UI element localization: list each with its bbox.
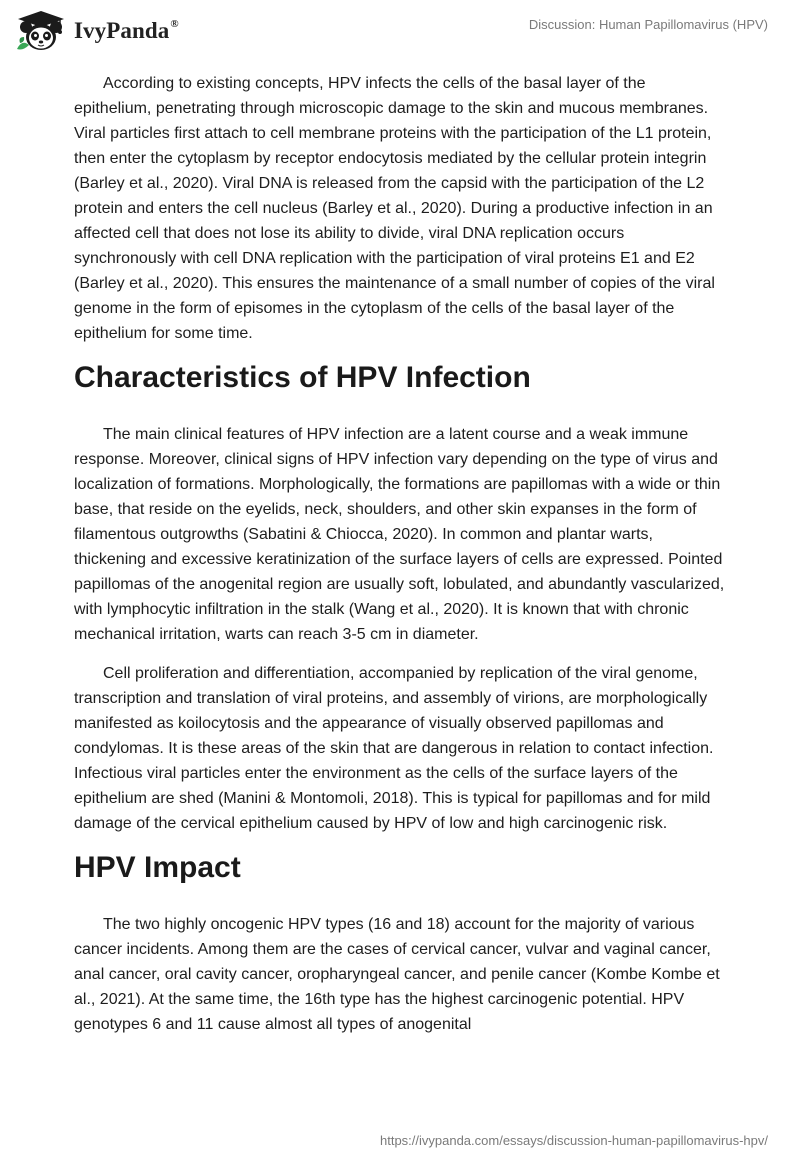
heading-characteristics: Characteristics of HPV Infection (74, 361, 531, 394)
ivypanda-logo[interactable] (14, 9, 179, 53)
paragraph-oncogenic-types: The two highly oncogenic HPV types (16 and 18) account for the majority of various cancer incidents. Among them are the cases of cervical cancer, vulvar and vaginal cancer, anal cancer, oral cavity cancer, oropharyngeal cancer, and penile cancer (Kombe Kombe et al., 2021). At the same time, the 16th type has the highest carcinogenic potential. HPV genotypes 6 and 11 cause almost all types of anogenital (74, 916, 720, 1033)
heading-impact: HPV Impact (74, 851, 241, 884)
source-url-link[interactable]: https://ivypanda.com/essays/discussion-human-papillomavirus-hpv/ (379, 1133, 768, 1148)
panda-graduate-icon (14, 9, 68, 53)
essay-body (74, 71, 726, 1051)
document-title: Discussion: Human Papillomavirus (HPV) (528, 17, 768, 32)
paragraph-clinical-features: The main clinical features of HPV infection are a latent course and a weak immune response. Moreover, clinical signs of HPV infection vary depending on the type of virus and localization of formations. Morphologically, the formations are papillomas with a wide or thin base, that reside on the eyelids, neck, shoulders, and other skin expanses in the form of filamentous outgrowths (Sabatini & Chiocca, 2020). In common and plantar warts, thickening and excessive keratinization of the surface layers of cells are expressed. Pointed papillomas of the anogenital region are usually soft, lobulated, and abundantly vascularized, with lymphocytic infiltration in the stalk (Wang et al., 2020). It is known that with chronic mechanical irritation, warts can reach 3-5 cm in diameter. (74, 426, 725, 643)
brand-name: IvyPanda® (74, 18, 179, 43)
paragraph-hpv-infection-mechanism: According to existing concepts, HPV infects the cells of the basal layer of the epithelium, penetrating through microscopic damage to the skin and mucous membranes. Viral particles first attach to cell membrane proteins with the participation of the L1 protein, then enter the cytoplasm by receptor endocytosis mediated by the cellular protein integrin (Barley et al., 2020). Viral DNA is released from the capsid with the participation of the L2 protein and enters the cell nucleus (Barley et al., 2020). During a productive infection in an affected cell that does not lose its ability to divide, viral DNA replication occurs synchronously with cell DNA replication with the participation of viral proteins E1 and E2 (Barley et al., 2020). This ensures the maintenance of a small number of copies of the viral genome in the form of episomes in the cytoplasm of the cells of the basal layer of the epithelium for some time. (74, 75, 715, 342)
paragraph-cell-proliferation: Cell proliferation and differentiation, accompanied by replication of the viral genome, transcription and translation of viral proteins, and assembly of virions, are morphologically manifested as koilocytosis and the appearance of visually observed papillomas and condylomas. It is these areas of the skin that are dangerous in relation to contact infection. Infectious viral particles enter the environment as the cells of the surface layers of the epithelium are shed (Manini & Montomoli, 2018). This is typical for papillomas and for mild damage of the cervical epithelium caused by HPV of low and high carcinogenic risk. (74, 665, 714, 832)
registered-mark: ® (170, 18, 179, 30)
page-header (0, 0, 800, 70)
